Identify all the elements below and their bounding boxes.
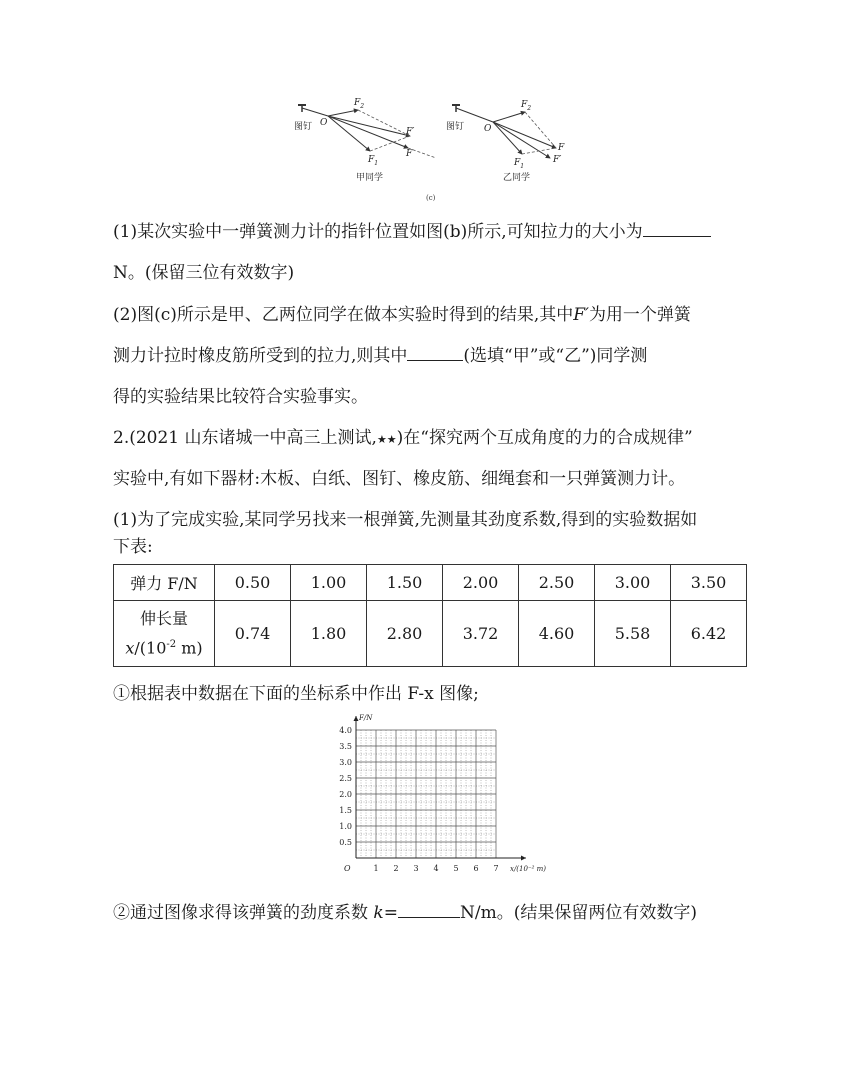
y-tick-label: 2.0	[339, 790, 352, 799]
x-tick-label: 6	[473, 864, 479, 873]
problem2-line2: 实验中,有如下器材:木板、白纸、图钉、橡皮筋、细绳套和一只弹簧测力计。	[113, 469, 686, 489]
diagram-student-jia	[294, 98, 436, 183]
difficulty-stars-icon: ★★	[376, 433, 397, 446]
y-tick-label: 1.5	[339, 806, 352, 815]
x-axis-label: x/(10⁻² m)	[510, 865, 547, 873]
problem2-sub1-line1: (1)为了完成实验,某同学另找来一根弹簧,先测量其劲度系数,得到的实验数据如	[113, 510, 698, 530]
y-tick-label: 3.5	[339, 742, 352, 751]
svg-text:F2: $F_2$	[521, 100, 532, 112]
x-tick-label: 5	[453, 864, 459, 873]
svg-text:乙同学: 乙同学	[503, 173, 531, 183]
origin-label: O	[320, 118, 328, 128]
student-label: 甲同学	[356, 173, 384, 183]
x-axis-arrow	[521, 856, 526, 861]
svg-text:图钉: 图钉	[446, 122, 465, 132]
svg-text:F1: $F_1$	[514, 158, 525, 170]
table-header-force: 弹力 F/N	[114, 565, 215, 601]
q2-line2: 测力计拉时橡皮筋所受到的拉力,则其中 (选填“甲”或“乙”)同学测	[113, 346, 648, 366]
y-tick-label: 2.5	[339, 774, 352, 783]
q1-line2: N。(保留三位有效数字)	[113, 263, 295, 283]
y-tick-label: 1.0	[339, 822, 352, 831]
q2-line3: 得的实验结果比较符合实验事实。	[113, 387, 368, 407]
y-tick-label: 3.0	[339, 758, 352, 767]
svg-text:F′: F′	[553, 155, 562, 165]
svg-text:O: O	[484, 124, 492, 134]
figure-caption: (c)	[426, 194, 436, 202]
tack-label: 图钉	[294, 122, 313, 132]
x-tick-label: 4	[433, 864, 439, 873]
table-header-extension: 伸长量 $x/(10^{-2}$ m)	[114, 601, 215, 667]
step1-text: ①根据表中数据在下面的坐标系中作出 F-x 图像;	[113, 684, 479, 704]
problem2-sub1-line2: 下表:	[113, 537, 153, 557]
answer-blank-k[interactable]	[398, 903, 460, 918]
answer-blank-2[interactable]	[407, 346, 463, 361]
svg-text:F: F	[558, 143, 565, 153]
table-row-extension: 伸长量 $x/(10^{-2}$ m) 0.74 1.80 2.80 3.72 4.60 5.58 6.42	[114, 601, 747, 667]
data-table	[113, 564, 747, 667]
y-axis-label: F/N	[359, 714, 373, 722]
y-tick-label: 4.0	[339, 726, 352, 735]
step2-text: ②通过图像求得该弹簧的劲度系数 k= N/m。(结果保留两位有效数字)	[113, 903, 697, 923]
table-row-force: 弹力 F/N 0.50 1.00 1.50 2.00 2.50 3.00 3.50	[114, 565, 747, 601]
y-tick-label: 0.5	[339, 838, 352, 847]
q1-line1: (1)某次实验中一弹簧测力计的指针位置如图(b)所示,可知拉力的大小为	[113, 221, 711, 243]
svg-text:F′: F′	[406, 127, 415, 137]
x-tick-label: 3	[413, 864, 419, 873]
answer-blank-1[interactable]	[643, 222, 711, 237]
y-axis-arrow	[354, 716, 359, 721]
origin-label: O	[344, 864, 351, 873]
x-tick-label: 1	[373, 864, 379, 873]
x-tick-label: 2	[393, 864, 399, 873]
x-tick-label: 7	[493, 864, 499, 873]
svg-text:F2: $F_2$	[354, 98, 365, 110]
fx-grid-chart	[318, 714, 547, 884]
svg-text:F: F	[406, 149, 413, 159]
diagram-student-yi	[446, 100, 565, 183]
problem2-line1: 2.(2021 山东诸城一中高三上测试,★★)在“探究两个互成角度的力的合成规律”	[113, 428, 693, 448]
q2-line1: (2)图(c)所示是甲、乙两位同学在做本实验时得到的结果,其中F′为用一个弹簧	[113, 305, 691, 325]
force-diagram-figure	[288, 96, 578, 208]
svg-text:F1: $F_1$	[368, 155, 379, 167]
